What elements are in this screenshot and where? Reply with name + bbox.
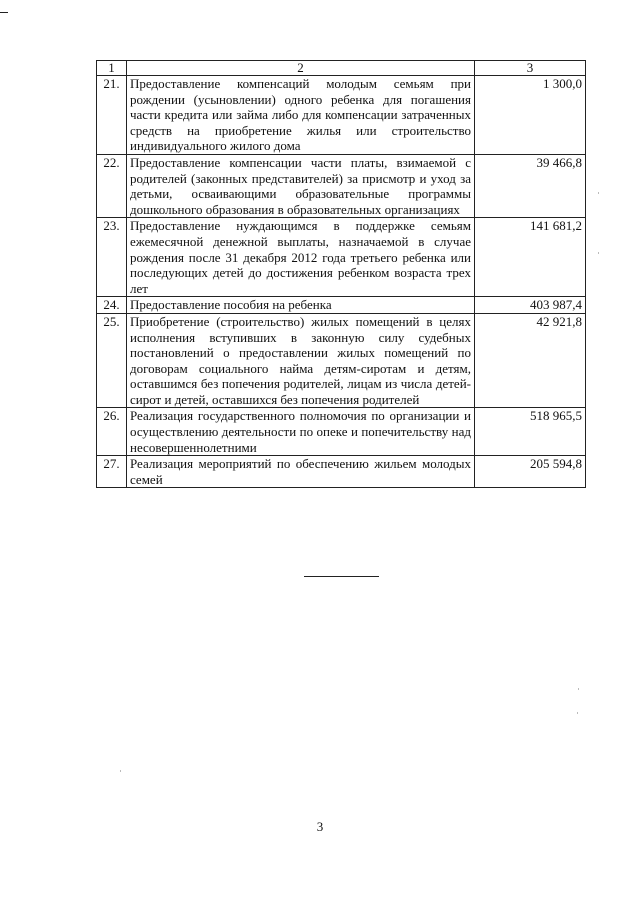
row-description: Приобретение (строительство) жилых помещений в целях исполнения вступивших в законную силу судебных постановлений о предоставлении жилых помещений по договорам социального найма детям-сиротам и детям, оставшимся без попечения родителей, лицам из числа детей-сирот и детей, оставшихся без попечения родителей xyxy=(127,313,475,408)
budget-table xyxy=(96,60,586,488)
scan-speck xyxy=(598,192,599,194)
row-description: Предоставление нуждающимся в поддержке семьям ежемесячной денежной выплаты, назначаемой в случае рождения после 31 декабря 2012 года третьего ребенка или последующих детей до достижения ребенком возраста трех лет xyxy=(127,218,475,297)
row-amount: 518 965,5 xyxy=(475,408,586,456)
row-number: 24. xyxy=(97,297,127,314)
row-amount: 141 681,2 xyxy=(475,218,586,297)
row-amount: 403 987,4 xyxy=(475,297,586,314)
row-description: Предоставление компенсации части платы, взимаемой с родителей (законных представителей) за присмотр и уход за детьми, осваивающими образовательные программы дошкольного образования в образовательных организациях xyxy=(127,154,475,217)
row-amount: 1 300,0 xyxy=(475,76,586,155)
closing-rule xyxy=(304,576,379,577)
row-number: 21. xyxy=(97,76,127,155)
table-header-row xyxy=(97,61,586,76)
table-row xyxy=(97,297,586,314)
row-number: 26. xyxy=(97,408,127,456)
row-number: 22. xyxy=(97,154,127,217)
table-row xyxy=(97,218,586,297)
column-header-amount: 3 xyxy=(475,61,586,76)
table-row xyxy=(97,154,586,217)
scan-speck xyxy=(120,770,121,772)
row-amount: 205 594,8 xyxy=(475,456,586,488)
row-description: Предоставление компенсаций молодым семьям при рождении (усыновлении) одного ребенка для погашения части кредита или займа либо для компенсации затраченных средств на приобретение жилья или строительство индивидуального жилого дома xyxy=(127,76,475,155)
scan-speck xyxy=(577,712,578,714)
scan-speck xyxy=(598,252,599,254)
row-amount: 42 921,8 xyxy=(475,313,586,408)
column-header-description: 2 xyxy=(127,61,475,76)
row-description: Реализация мероприятий по обеспечению жильем молодых семей xyxy=(127,456,475,488)
row-number: 27. xyxy=(97,456,127,488)
table-row xyxy=(97,408,586,456)
scan-speck xyxy=(578,688,579,690)
table-row xyxy=(97,76,586,155)
row-amount: 39 466,8 xyxy=(475,154,586,217)
row-description: Предоставление пособия на ребенка xyxy=(127,297,475,314)
row-description: Реализация государственного полномочия по организации и осуществлению деятельности по опеке и попечительству над несовершеннолетними xyxy=(127,408,475,456)
table-row xyxy=(97,313,586,408)
page-number: 3 xyxy=(316,819,324,834)
scan-corner-mark xyxy=(0,12,8,13)
row-number: 23. xyxy=(97,218,127,297)
row-number: 25. xyxy=(97,313,127,408)
table-row xyxy=(97,456,586,488)
column-header-number: 1 xyxy=(97,61,127,76)
